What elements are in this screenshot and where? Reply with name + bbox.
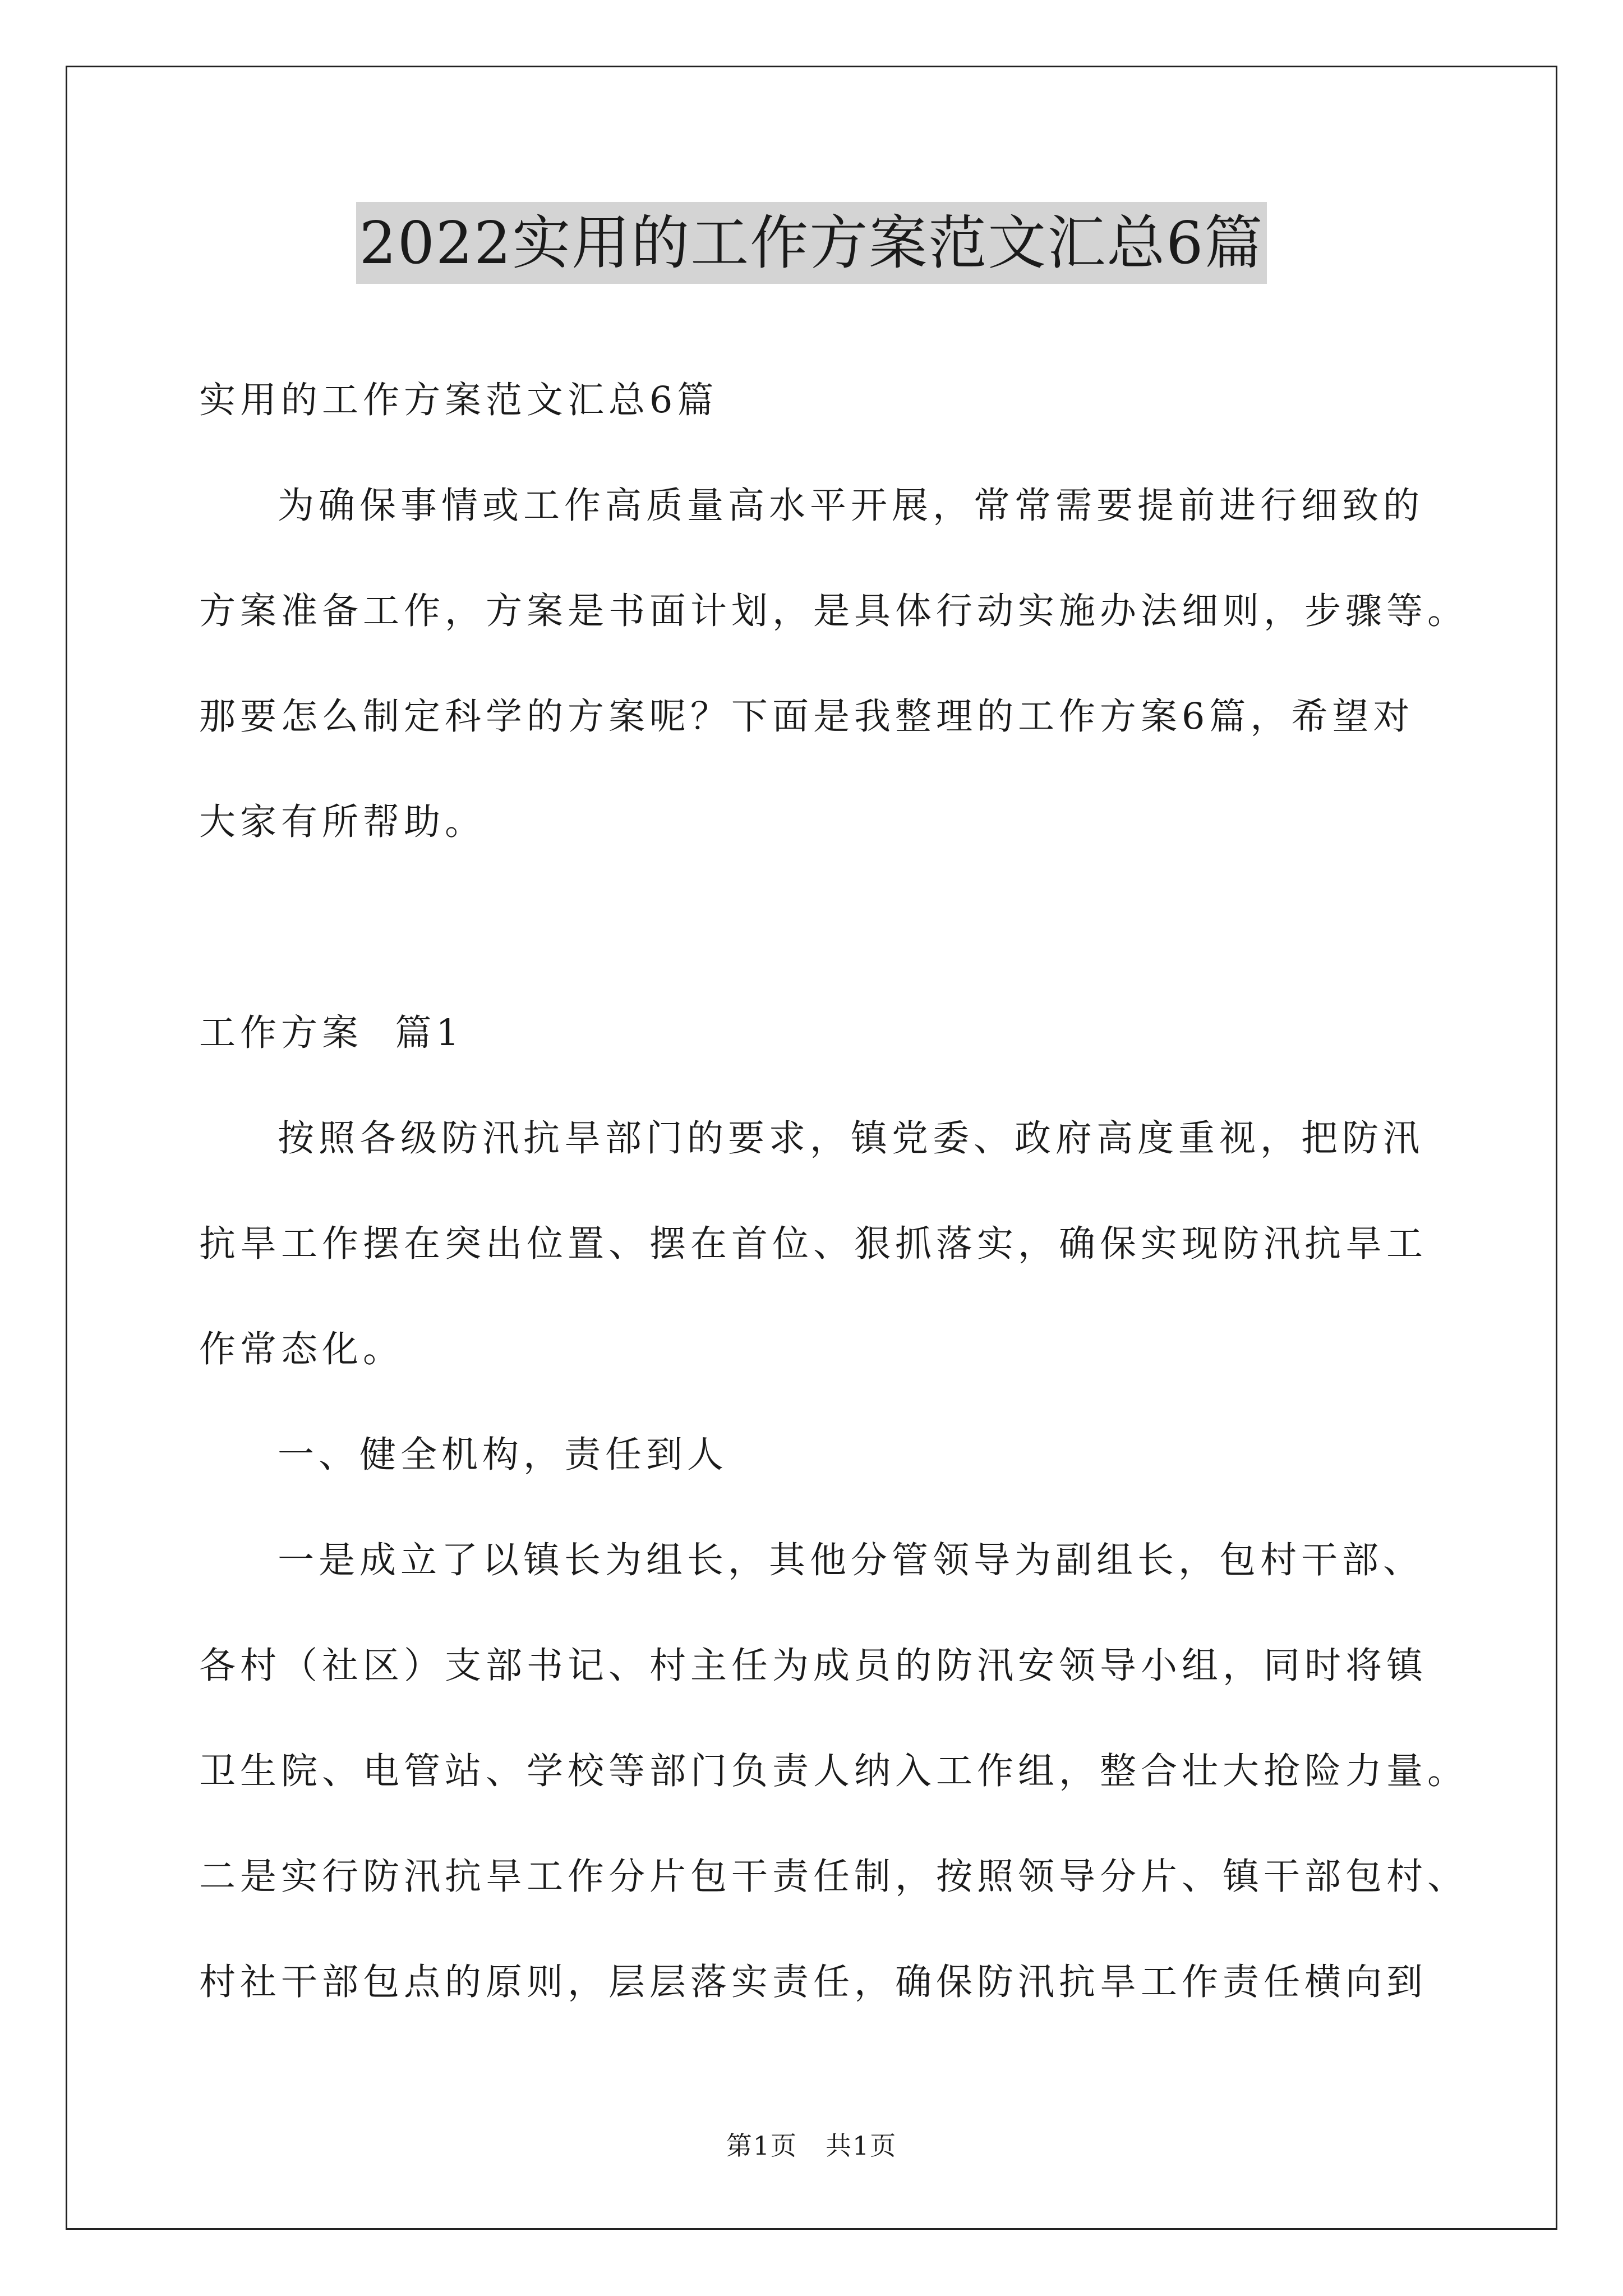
para2-line: 村社干部包点的原则，层层落实责任，确保防汛抗旱工作责任横向到 [199, 1961, 1428, 2003]
point-heading: 一、健全机构，责任到人 [278, 1434, 728, 1476]
para2-line: 卫生院、电管站、学校等部门负责人纳入工作组，整合壮大抢险力量。 [199, 1750, 1469, 1792]
intro-line: 那要怎么制定科学的方案呢？下面是我整理的工作方案6篇，希望对 [199, 696, 1414, 738]
intro-line: 为确保事情或工作高质量高水平开展，常常需要提前进行细致的 [278, 485, 1424, 527]
page-number-current: 第1页 [726, 2131, 797, 2161]
document-body [199, 348, 1469, 2035]
section-heading: 工作方案 篇1 [199, 1012, 464, 1054]
page-footer [0, 2129, 1623, 2162]
para2-line: 一是成立了以镇长为组长，其他分管领导为副组长，包村干部、 [278, 1539, 1424, 1581]
para1-line: 按照各级防汛抗旱部门的要求，镇党委、政府高度重视，把防汛 [278, 1117, 1424, 1159]
title-container [0, 202, 1623, 284]
intro-line: 方案准备工作，方案是书面计划，是具体行动实施办法细则，步骤等。 [199, 590, 1469, 632]
para1-line: 作常态化。 [199, 1328, 404, 1370]
document-title: 2022实用的工作方案范文汇总6篇 [356, 202, 1267, 284]
document-subtitle: 实用的工作方案范文汇总6篇 [199, 379, 718, 421]
para1-line: 抗旱工作摆在突出位置、摆在首位、狠抓落实，确保实现防汛抗旱工 [199, 1223, 1428, 1265]
para2-line: 各村（社区）支部书记、村主任为成员的防汛安领导小组，同时将镇 [199, 1645, 1428, 1687]
para2-line: 二是实行防汛抗旱工作分片包干责任制，按照领导分片、镇干部包村、 [199, 1856, 1469, 1898]
page-number-total: 共1页 [826, 2131, 897, 2161]
intro-line: 大家有所帮助。 [199, 801, 486, 843]
